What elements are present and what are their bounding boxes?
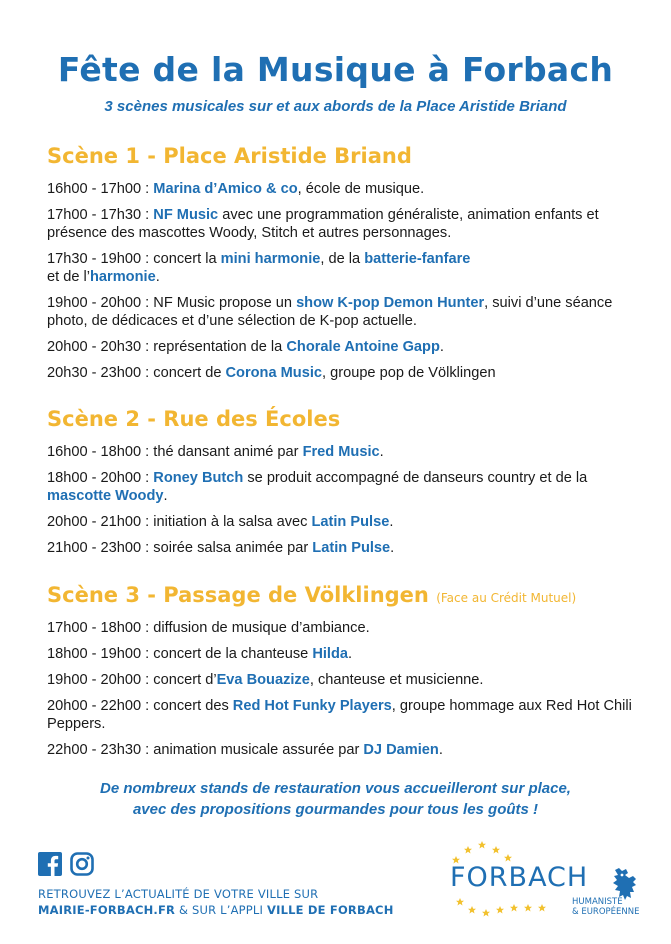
schedule-entry	[47, 206, 637, 242]
performer-name: NF Music	[153, 207, 219, 223]
entry-text: 20h00 - 21h00 : initiation à la salsa avec	[47, 514, 312, 530]
schedule-entry	[47, 469, 637, 505]
performer-name: harmonie	[90, 269, 156, 285]
social-links	[38, 852, 94, 876]
performer-name: DJ Damien	[363, 742, 439, 758]
entry-text: 20h30 - 23h00 : concert de	[47, 365, 226, 381]
schedule-entry	[47, 364, 637, 382]
scene-3	[47, 583, 637, 767]
entry-text: .	[163, 488, 168, 504]
performer-name: Roney Butch	[153, 470, 244, 486]
entry-text: 17h00 - 17h30 :	[47, 207, 154, 223]
schedule-entry	[47, 645, 637, 663]
performer-name: mascotte Woody	[47, 488, 164, 504]
scene-title	[47, 144, 637, 168]
footer-middle: & SUR L’APPLI	[175, 903, 267, 917]
scene-2	[47, 407, 637, 565]
performer-name: Marina d’Amico & co	[153, 181, 298, 197]
entry-text: , école de musique.	[297, 181, 425, 197]
performer-name: Chorale Antoine Gapp	[286, 339, 440, 355]
entry-text: , suivi d’une séance photo, de dédicaces et d’une sélection de K-pop actuelle.	[47, 295, 613, 329]
schedule-entry	[47, 294, 637, 330]
performer-name: Red Hot Funky Players	[232, 698, 392, 714]
entry-text: .	[438, 742, 443, 758]
scene-entries	[47, 443, 637, 557]
entry-text: 16h00 - 17h00 :	[47, 181, 154, 197]
schedule-entry	[47, 619, 637, 637]
schedule-entry	[47, 741, 637, 759]
schedule-entry	[47, 671, 637, 689]
entry-text: , groupe pop de Völklingen	[322, 365, 496, 381]
entry-text: , de la	[320, 251, 365, 267]
entry-text: .	[390, 540, 395, 556]
scene-title-text: Scène 1 - Place Aristide Briand	[47, 144, 412, 168]
entry-text: 22h00 - 23h30 : animation musicale assurée par	[47, 742, 364, 758]
scene-1	[47, 144, 637, 390]
entry-text: 18h00 - 19h00 : concert de la chanteuse	[47, 646, 313, 662]
closing-line-2: avec des propositions gourmandes pour tous les goûts !	[132, 801, 539, 818]
instagram-icon[interactable]	[70, 852, 94, 876]
performer-name: Eva Bouazize	[216, 672, 310, 688]
entry-text: se produit accompagné de danseurs country et de la	[243, 470, 588, 486]
lion-icon	[609, 866, 641, 902]
page-subtitle: 3 scènes musicales sur et aux abords de la Place Aristide Briand	[104, 98, 567, 115]
entry-text: .	[155, 269, 160, 285]
scene-title	[47, 407, 637, 431]
performer-name: mini harmonie	[220, 251, 321, 267]
logo-tagline-1: HUMANISTE	[572, 897, 623, 907]
performer-name: Latin Pulse	[312, 540, 391, 556]
entry-text: .	[389, 514, 394, 530]
schedule-entry	[47, 539, 637, 557]
footer-text	[38, 886, 394, 918]
schedule-entry	[47, 180, 637, 198]
facebook-icon[interactable]	[38, 852, 62, 876]
performer-name: Hilda	[312, 646, 348, 662]
entry-text: 19h00 - 20h00 : concert d’	[47, 672, 217, 688]
entry-text: 17h00 - 18h00 : diffusion de musique d’ambiance.	[47, 620, 370, 636]
scene-entries	[47, 619, 637, 759]
entry-text: et de l’	[47, 269, 90, 285]
entry-text: , chanteuse et musicienne.	[309, 672, 484, 688]
logo-tagline-2: & EUROPÉENNE	[572, 907, 640, 917]
page-title: Fête de la Musique à Forbach	[57, 50, 614, 89]
closing-line-1: De nombreux stands de restauration vous accueilleront sur place,	[100, 780, 571, 797]
footer-app-name: VILLE DE FORBACH	[267, 903, 394, 917]
entry-text: 21h00 - 23h00 : soirée salsa animée par	[47, 540, 313, 556]
entry-text: 20h00 - 20h30 : représentation de la	[47, 339, 287, 355]
footer-site-link[interactable]: MAIRIE-FORBACH.FR	[38, 903, 176, 917]
schedule-entry	[47, 338, 637, 356]
entry-text: 16h00 - 18h00 : thé dansant animé par	[47, 444, 303, 460]
scene-title-text: Scène 2 - Rue des Écoles	[47, 407, 341, 431]
entry-text: avec une programmation généraliste, animation enfants et présence des mascottes Woody, Stitch et autres personnages.	[47, 207, 599, 241]
scene-entries	[47, 180, 637, 382]
schedule-entry	[47, 513, 637, 531]
scene-title-text: Scène 3 - Passage de Völklingen	[47, 583, 429, 607]
forbach-logo	[444, 838, 644, 924]
performer-name: batterie-fanfare	[364, 251, 471, 267]
entry-text: .	[379, 444, 384, 460]
entry-text: .	[348, 646, 353, 662]
performer-name: show K-pop Demon Hunter	[296, 295, 485, 311]
schedule-entry	[47, 443, 637, 461]
entry-text: 18h00 - 20h00 :	[47, 470, 154, 486]
scene-note: (Face au Crédit Mutuel)	[436, 591, 577, 605]
schedule-entry	[47, 697, 637, 733]
logo-wordmark: FORBACH	[450, 862, 589, 893]
entry-text: 19h00 - 20h00 : NF Music propose un	[47, 295, 297, 311]
footer-line-1: RETROUVEZ L’ACTUALITÉ DE VOTRE VILLE SUR	[38, 887, 319, 901]
entry-text: 17h30 - 19h00 : concert la	[47, 251, 221, 267]
performer-name: Corona Music	[225, 365, 322, 381]
entry-text: , groupe hommage aux Red Hot Chili Peppers.	[47, 698, 632, 732]
performer-name: Fred Music	[302, 444, 380, 460]
entry-text: .	[439, 339, 444, 355]
performer-name: Latin Pulse	[311, 514, 390, 530]
entry-text: 20h00 - 22h00 : concert des	[47, 698, 233, 714]
schedule-entry	[47, 250, 637, 286]
scene-title	[47, 583, 637, 607]
closing-message	[0, 778, 671, 820]
